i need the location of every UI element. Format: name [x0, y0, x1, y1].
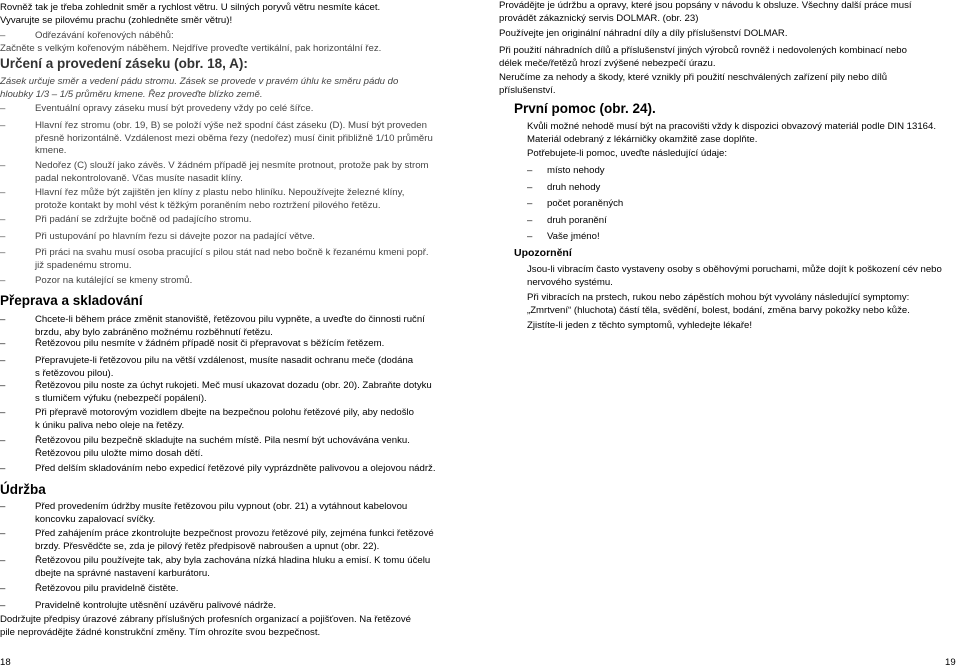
list-item: – Řetězovou pilu noste za úchyt rukojeti. Meč musí ukazovat dozadu (obr. 20). Zabraňte dotyku s tlumičem výfuku (nebezpečí popálení). [0, 380, 432, 404]
list-item: – Přepravujete-li řetězovou pilu na větší vzdálenost, musíte nasadit ochranu meče (dodána s řetězovou pilou). [0, 355, 414, 379]
list-item: – druh nehody [527, 182, 601, 193]
section-heading-transport: Přeprava a skladování [0, 293, 143, 308]
page-number-left: 18 [0, 657, 11, 668]
closing-note: Dodržujte předpisy úrazové zábrany příslušných profesních organizací a pojišťoven. Na řetězové pile neprovádějte žádné konstrukční změny. Tím ohrozíte svou bezpečnost. [0, 614, 412, 638]
list-dash-icon: – [0, 187, 6, 198]
list-item: – Při přepravě motorovým vozidlem dbejte na bezpečnou polohu řetězové pily, aby nedošlo k úniku paliva nebo oleje na řetězy. [0, 407, 414, 431]
page-number-right: 19 [945, 657, 956, 668]
section-heading-notch: Určení a provedení záseku (obr. 18, A): [0, 56, 248, 71]
list-dash-icon: – [0, 528, 6, 539]
list-dash-icon: – [0, 555, 6, 566]
list-dash-icon: – [527, 165, 533, 176]
list-dash-icon: – [527, 215, 533, 226]
list-dash-icon: – [0, 103, 6, 114]
list-item: – Vaše jméno! [527, 231, 600, 242]
list-dash-icon: – [0, 407, 6, 418]
list-dash-icon: – [0, 435, 6, 446]
section-heading-warning: Upozornění [514, 247, 572, 259]
list-item: – Při ustupování po hlavním řezu si dávejte pozor na padající větve. [0, 231, 315, 242]
list-dash-icon: – [0, 214, 6, 225]
list-dash-icon: – [0, 355, 6, 366]
list-item: – Řetězovou pilu nesmíte v žádném případě nosit či přepravovat s běžícím řetězem. [0, 338, 385, 349]
list-dash-icon: – [0, 120, 6, 131]
list-item: – Hlavní řez může být zajištěn jen klíny z plastu nebo hliníku. Nepoužívejte železné klíny, protože kontakt by mohl vést k těžkým poraněním nebo roztržení pilového řetězu. [0, 187, 405, 211]
list-item: – Eventuální opravy záseku musí být provedeny vždy po celé šířce. [0, 103, 314, 114]
root-cutting-item: – Odřezávání kořenových náběhů: Začněte s velkým kořenovým náběhem. Nejdříve proveďte vertikální, pak horizontální řez. [0, 30, 382, 54]
first-aid-kit-note: Kvůli možné nehodě musí být na pracovišti vždy k dispozici obvazový materiál podle DIN 13164. Materiál odebraný z lékárničky okamžitě zase doplňte. [527, 121, 937, 145]
list-item: – Před zahájením práce zkontrolujte bezpečnost provozu řetězové pily, zejména funkci řetězové brzdy. Přesvědčte se, zda je pilový řetěz předpisově nabroušen a upnut (obr. 22). [0, 528, 434, 552]
help-details-intro: Potřebujete-li pomoc, uveďte následující údaje: [527, 148, 728, 159]
list-item: – Řetězovou pilu pravidelně čistěte. [0, 583, 179, 594]
list-item: – druh poranění [527, 215, 607, 226]
list-dash-icon: – [527, 182, 533, 193]
list-item: – Při práci na svahu musí osoba pracující s pilou stát nad nebo bočně k řezanému kmeni popř. již spadenému stromu. [0, 247, 429, 271]
list-dash-icon: – [0, 231, 6, 242]
original-parts-note: Používejte jen originální náhradní díly a díly příslušenství DOLMAR. [499, 28, 788, 39]
list-dash-icon: – [0, 314, 6, 325]
list-item: – Před delším skladováním nebo expedicí řetězové pily vyprázdněte palivovou a olejovou nádrž. [0, 463, 436, 474]
list-item: – Řetězovou pilu používejte tak, aby byla zachována nízká hladina hluku a emisí. K tomu účelu dbejte na správné nastavení karburátoru. [0, 555, 431, 579]
list-dash-icon: – [527, 198, 533, 209]
wind-note: Rovněž tak je třeba zohlednit směr a rychlost větru. U silných poryvů větru nesmíte kácet. Vyvarujte se pilovému prachu (zohledněte směr větru)! [0, 2, 381, 26]
vibration-warning: Jsou-li vibracím často vystaveny osoby s oběhovými poruchami, může dojít k poškození cév nebo nervového systému. [527, 264, 942, 288]
list-dash-icon: – [527, 231, 533, 242]
list-item: – místo nehody [527, 165, 605, 176]
list-item: – Řetězovou pilu bezpečně skladujte na suchém místě. Pila nesmí být uchovávána venku. Řetězovou pilu uložte mimo dosah dětí. [0, 435, 410, 459]
list-dash-icon: – [0, 463, 6, 474]
list-dash-icon: – [0, 247, 6, 258]
section-heading-first-aid: První pomoc (obr. 24). [514, 101, 656, 116]
service-note: Provádějte je údržbu a opravy, které jsou popsány v návodu k obsluze. Všechny další práce musí provádět zákaznický servis DOLMAR. (obr. 23) [499, 0, 912, 24]
doctor-advice: Zjistíte-li jeden z těchto symptomů, vyhledejte lékaře! [527, 320, 753, 331]
list-item: – Při padání se zdržujte bočně od padajícího stromu. [0, 214, 252, 225]
notch-description: Zásek určuje směr a vedení pádu stromu. Zásek se provede v pravém úhlu ke směru pádu do hloubky 1/3 – 1/5 průměru kmene. Řez proveďte blízko země. [0, 76, 399, 100]
list-dash-icon: – [0, 600, 6, 611]
list-dash-icon: – [0, 30, 6, 41]
symptoms-warning: Při vibracích na prstech, rukou nebo zápěstích mohou být vyvolány následující symptomy: „Zmrtvení“ (hluchota) částí těla, svědění, bolest, bodání, změna barvy pokožky nebo kůže. [527, 292, 910, 316]
other-parts-note: Při použití náhradních dílů a příslušenství jiných výrobců rovněž i nedovolených kombinací nebo délek meče/řetězů hrozí zvýšené nebezpečí úrazu. [499, 45, 907, 69]
list-item: – Nedořez (C) slouží jako závěs. V žádném případě jej nesmíte protnout, protože pak by strom padal nekontrolovaně. Včas musíte nasadit klíny. [0, 160, 429, 184]
list-dash-icon: – [0, 380, 6, 391]
list-item: – Před provedením údržby musíte řetězovou pilu vypnout (obr. 21) a vytáhnout kabelovou koncovku zapalovací svíčky. [0, 501, 408, 525]
list-dash-icon: – [0, 501, 6, 512]
list-dash-icon: – [0, 338, 6, 349]
liability-note: Neručíme za nehody a škody, které vznikly při použití neschválených zařízení pily nebo dílů příslušenství. [499, 72, 888, 96]
list-dash-icon: – [0, 583, 6, 594]
list-dash-icon: – [0, 160, 6, 171]
section-heading-maintenance: Údržba [0, 482, 46, 497]
list-item: – Hlavní řez stromu (obr. 19, B) se položí výše než spodní část záseku (D). Musí být proveden přesně horizontálně. Vzdálenost mezi oběma řezy (nedořez) musí činit přibližně 1/10 průměru kmene. [0, 120, 433, 157]
list-item: – Chcete-li během práce změnit stanoviště, řetězovou pilu vypněte, a uveďte do činnosti ruční brzdu, aby bylo zabráněno možnému rozběhnutí řetězu. [0, 314, 425, 338]
list-item: – počet poraněných [527, 198, 624, 209]
list-item: – Pozor na kutálející se kmeny stromů. [0, 275, 193, 286]
list-item: – Pravidelně kontrolujte utěsnění uzávěru palivové nádrže. [0, 600, 277, 611]
list-dash-icon: – [0, 275, 6, 286]
